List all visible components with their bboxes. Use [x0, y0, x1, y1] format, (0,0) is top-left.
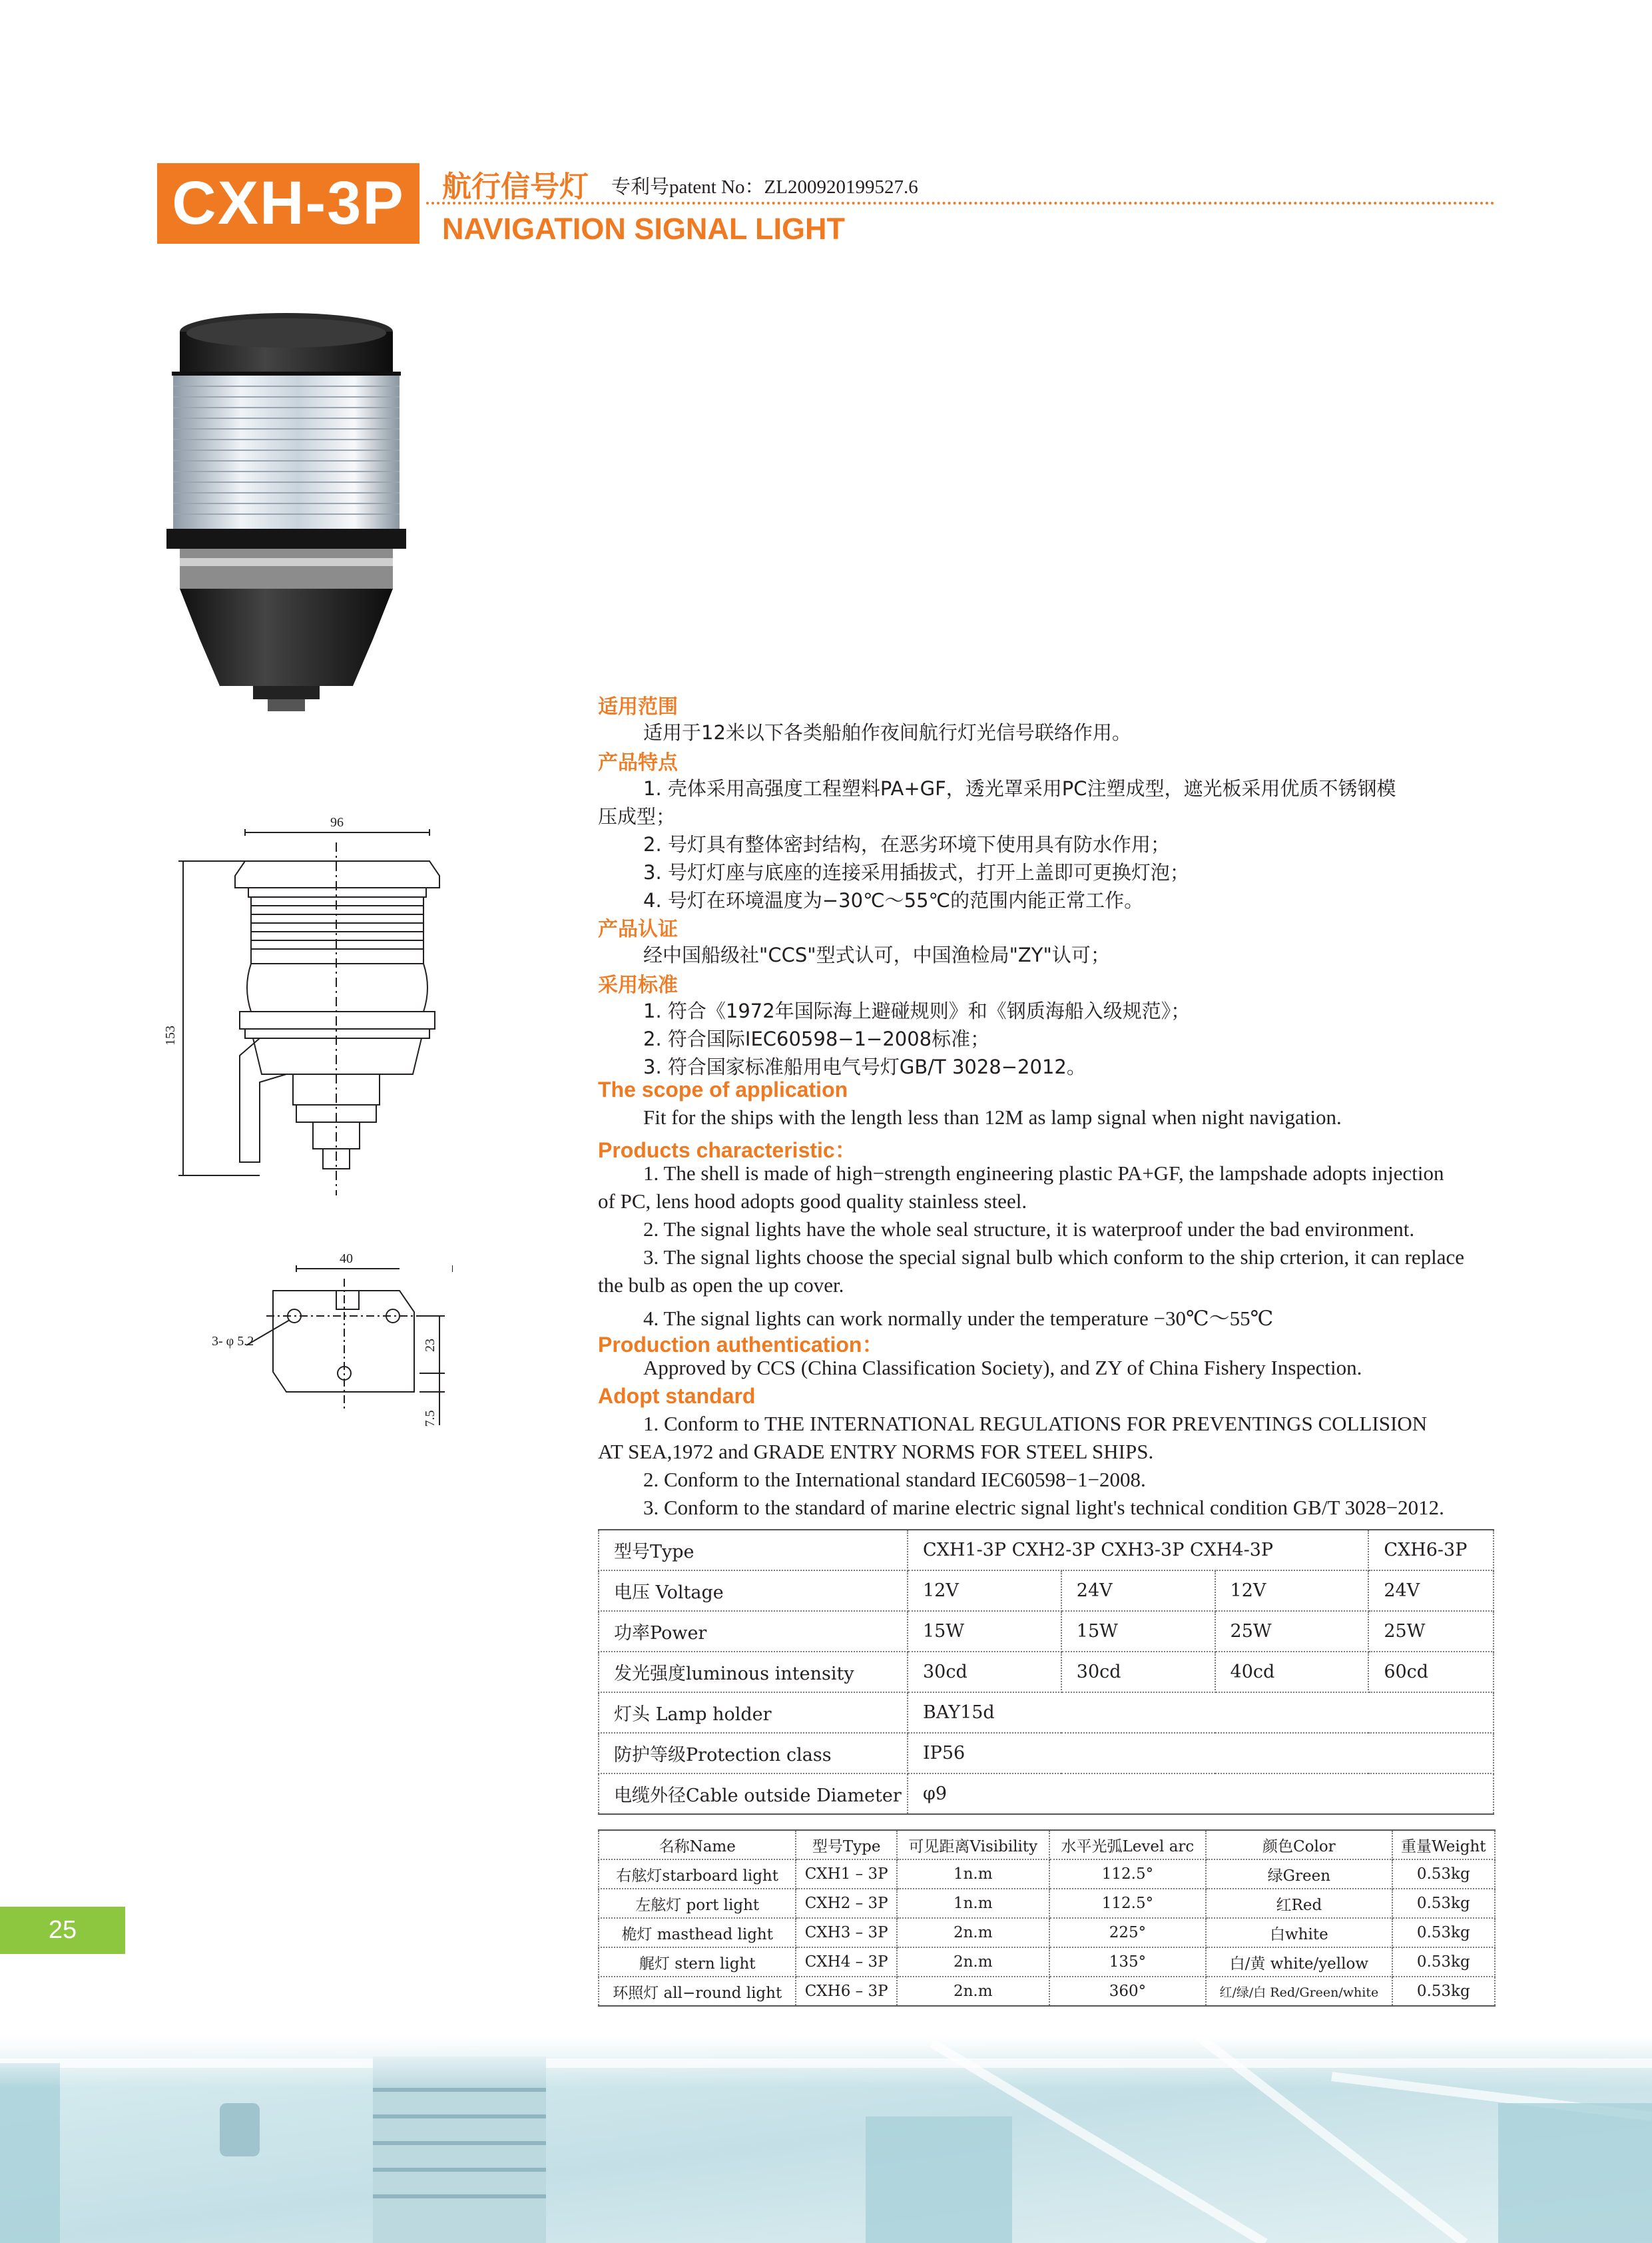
- table-row: [599, 1773, 1494, 1814]
- power-value: 25W: [1368, 1611, 1494, 1652]
- en-feature-1a: 1. The shell is made of high−strength engineering plastic PA+GF, the lampshade adopts injection: [643, 1161, 1444, 1185]
- protection-value: IP56: [908, 1733, 1494, 1773]
- power-value: 15W: [1061, 1611, 1215, 1652]
- bracket-drawing: [200, 1252, 453, 1439]
- en-scope-text: Fit for the ships with the length less than 12M as lamp signal when night navigation.: [643, 1106, 1342, 1129]
- luminous-value: 30cd: [1061, 1652, 1215, 1692]
- table-cell: 艉灯 stern light: [599, 1947, 796, 1977]
- en-feature-2: 2. The signal lights have the whole seal structure, it is waterproof under the bad environment.: [643, 1217, 1415, 1241]
- table-cell: CXH3 – 3P: [796, 1918, 896, 1947]
- protection-label: 防护等级Protection class: [599, 1733, 908, 1773]
- table-cell: 1n.m: [897, 1859, 1049, 1889]
- table-cell: 2n.m: [897, 1977, 1049, 2006]
- cn-std-1: 1. 符合《1972年国际海上避碰规则》和《钢质海船入级规范》；: [643, 1000, 1191, 1022]
- table-cell: 0.53kg: [1392, 1947, 1495, 1977]
- hole-dimension: 3- φ 5.2: [212, 1334, 254, 1349]
- power-value: 25W: [1215, 1611, 1369, 1652]
- holder-label: 灯头 Lamp holder: [599, 1692, 908, 1733]
- en-std-1a: 1. Conform to THE INTERNATIONAL REGULATIONS FOR PREVENTINGS COLLISION: [643, 1412, 1428, 1435]
- cable-label: 电缆外径Cable outside Diameter: [599, 1773, 908, 1814]
- table-cell: 2n.m: [897, 1918, 1049, 1947]
- column-header: 可见距离Visibility: [897, 1830, 1049, 1859]
- table-cell: 225°: [1049, 1918, 1207, 1947]
- table-cell: 红Red: [1206, 1889, 1392, 1918]
- table-cell: CXH6 – 3P: [796, 1977, 896, 2006]
- luminous-label: 发光强度luminous intensity: [599, 1652, 908, 1692]
- cn-std-3: 3. 符合国家标准船用电气号灯GB/T 3028−2012。: [643, 1056, 1086, 1078]
- voltage-value: 24V: [1368, 1570, 1494, 1611]
- table-cell: 0.53kg: [1392, 1859, 1495, 1889]
- power-value: 15W: [908, 1611, 1061, 1652]
- table-cell: 0.53kg: [1392, 1918, 1495, 1947]
- en-auth-text: Approved by CCS (China Classification Society), and ZY of China Fishery Inspection.: [643, 1356, 1362, 1379]
- spec-table: [598, 1529, 1494, 1815]
- table-cell: 2n.m: [897, 1947, 1049, 1977]
- cn-scope-heading: 适用范围: [598, 695, 678, 719]
- voltage-value: 12V: [908, 1570, 1061, 1611]
- cn-feature-3: 3. 号灯灯座与底座的连接采用插拔式，打开上盖即可更换灯泡；: [643, 861, 1189, 884]
- column-header: 水平光弧Level arc: [1049, 1830, 1207, 1859]
- cable-value: φ9: [908, 1773, 1494, 1814]
- table-row: [599, 1652, 1494, 1692]
- table-row: [599, 1947, 1495, 1977]
- cn-cert-heading: 产品认证: [598, 918, 678, 941]
- cn-std-2: 2. 符合国际IEC60598−1−2008标准；: [643, 1028, 990, 1050]
- table-cell: 环照灯 all−round light: [599, 1977, 796, 2006]
- decorative-banner: [0, 2037, 1652, 2243]
- cn-feature-1a: 1. 壳体采用高强度工程塑料PA+GF，透光罩采用PC注塑成型，遮光板采用优质不锈钢模: [643, 777, 1396, 800]
- table-row: [599, 1733, 1494, 1773]
- table-cell: 桅灯 masthead light: [599, 1918, 796, 1947]
- table-cell: 红/绿/白 Red/Green/white: [1206, 1977, 1392, 2006]
- light-types-table: [598, 1829, 1496, 2007]
- en-auth-heading: Production authentication：: [598, 1333, 884, 1357]
- title-en: NAVIGATION SIGNAL LIGHT: [442, 212, 845, 246]
- table-row: [599, 1570, 1494, 1611]
- voltage-label: 电压 Voltage: [599, 1570, 908, 1611]
- type-6-value: CXH6-3P: [1368, 1530, 1494, 1570]
- en-features-heading: Products characteristic：: [598, 1138, 856, 1162]
- table-cell: 360°: [1049, 1977, 1207, 2006]
- table-row: [599, 1692, 1494, 1733]
- power-label: 功率Power: [599, 1611, 908, 1652]
- table-row: [599, 1859, 1495, 1889]
- en-feature-3b: the bulb as open the up cover.: [598, 1273, 844, 1297]
- table-row: [599, 1889, 1495, 1918]
- table-row: [599, 1977, 1495, 2006]
- cn-scope-text: 适用于12米以下各类船舶作夜间航行灯光信号联络作用。: [643, 721, 1131, 744]
- table-cell: 0.53kg: [1392, 1889, 1495, 1918]
- model-badge: CXH-3P: [157, 163, 419, 244]
- table-row: [599, 1530, 1494, 1570]
- table-row: [599, 1918, 1495, 1947]
- table-cell: 112.5°: [1049, 1859, 1207, 1889]
- table-cell: 白/黄 white/yellow: [1206, 1947, 1392, 1977]
- en-scope-heading: The scope of application: [598, 1078, 848, 1102]
- en-std-2: 2. Conform to the International standard IEC60598−1−2008.: [643, 1468, 1146, 1491]
- column-header: 重量Weight: [1392, 1830, 1495, 1859]
- en-feature-3a: 3. The signal lights choose the special signal bulb which conform to the ship crterion, it can replace: [643, 1245, 1465, 1269]
- height-dimension: 153: [163, 1026, 178, 1046]
- bracket-height-dimension: 23: [423, 1339, 437, 1352]
- page-number: 25: [0, 1907, 125, 1954]
- table-header-row: [599, 1830, 1495, 1859]
- type-values: CXH1-3P CXH2-3P CXH3-3P CXH4-3P: [908, 1530, 1368, 1570]
- voltage-value: 24V: [1061, 1570, 1215, 1611]
- product-photo: [153, 306, 419, 713]
- column-header: 名称Name: [599, 1830, 796, 1859]
- cn-cert-text: 经中国船级社"CCS"型式认可，中国渔检局"ZY"认可；: [643, 944, 1110, 966]
- table-cell: 135°: [1049, 1947, 1207, 1977]
- en-std-1b: AT SEA,1972 and GRADE ENTRY NORMS FOR STEEL SHIPS.: [598, 1440, 1154, 1463]
- table-cell: CXH2 – 3P: [796, 1889, 896, 1918]
- width-dimension: 96: [330, 816, 344, 830]
- dimension-drawing: [160, 816, 466, 1202]
- luminous-value: 40cd: [1215, 1652, 1369, 1692]
- en-feature-1b: of PC, lens hood adopts good quality stainless steel.: [598, 1189, 1027, 1213]
- holder-value: BAY15d: [908, 1692, 1494, 1733]
- en-std-3: 3. Conform to the standard of marine electric signal light's technical condition GB/T 3028−2012.: [643, 1496, 1444, 1519]
- table-cell: 绿Green: [1206, 1859, 1392, 1889]
- patent-number: 专利号patent No：ZL200920199527.6: [611, 176, 918, 198]
- table-cell: 1n.m: [897, 1889, 1049, 1918]
- en-std-heading: Adopt standard: [598, 1384, 756, 1408]
- table-cell: CXH1 – 3P: [796, 1859, 896, 1889]
- bracket-width-dimension: 40: [340, 1252, 353, 1266]
- cn-feature-4: 4. 号灯在环境温度为−30℃～55℃的范围内能正常工作。: [643, 889, 1144, 912]
- table-cell: 左舷灯 port light: [599, 1889, 796, 1918]
- table-cell: 112.5°: [1049, 1889, 1207, 1918]
- luminous-value: 60cd: [1368, 1652, 1494, 1692]
- table-cell: 0.53kg: [1392, 1977, 1495, 2006]
- en-feature-4: 4. The signal lights can work normally under the temperature −30℃～55℃: [643, 1307, 1274, 1330]
- cn-feature-2: 2. 号灯具有整体密封结构，在恶劣环境下使用具有防水作用；: [643, 833, 1170, 856]
- voltage-value: 12V: [1215, 1570, 1369, 1611]
- table-cell: CXH4 – 3P: [796, 1947, 896, 1977]
- cn-features-heading: 产品特点: [598, 751, 678, 775]
- luminous-value: 30cd: [908, 1652, 1061, 1692]
- cn-std-heading: 采用标准: [598, 974, 678, 997]
- cn-feature-1b: 压成型；: [598, 805, 676, 828]
- column-header: 颜色Color: [1206, 1830, 1392, 1859]
- title-cn: 航行信号灯: [442, 170, 589, 204]
- table-cell: 右舷灯starboard light: [599, 1859, 796, 1889]
- table-cell: 白white: [1206, 1918, 1392, 1947]
- bracket-offset-dimension: 7.5: [423, 1410, 437, 1427]
- table-row: [599, 1611, 1494, 1652]
- column-header: 型号Type: [796, 1830, 896, 1859]
- type-label: 型号Type: [599, 1530, 908, 1570]
